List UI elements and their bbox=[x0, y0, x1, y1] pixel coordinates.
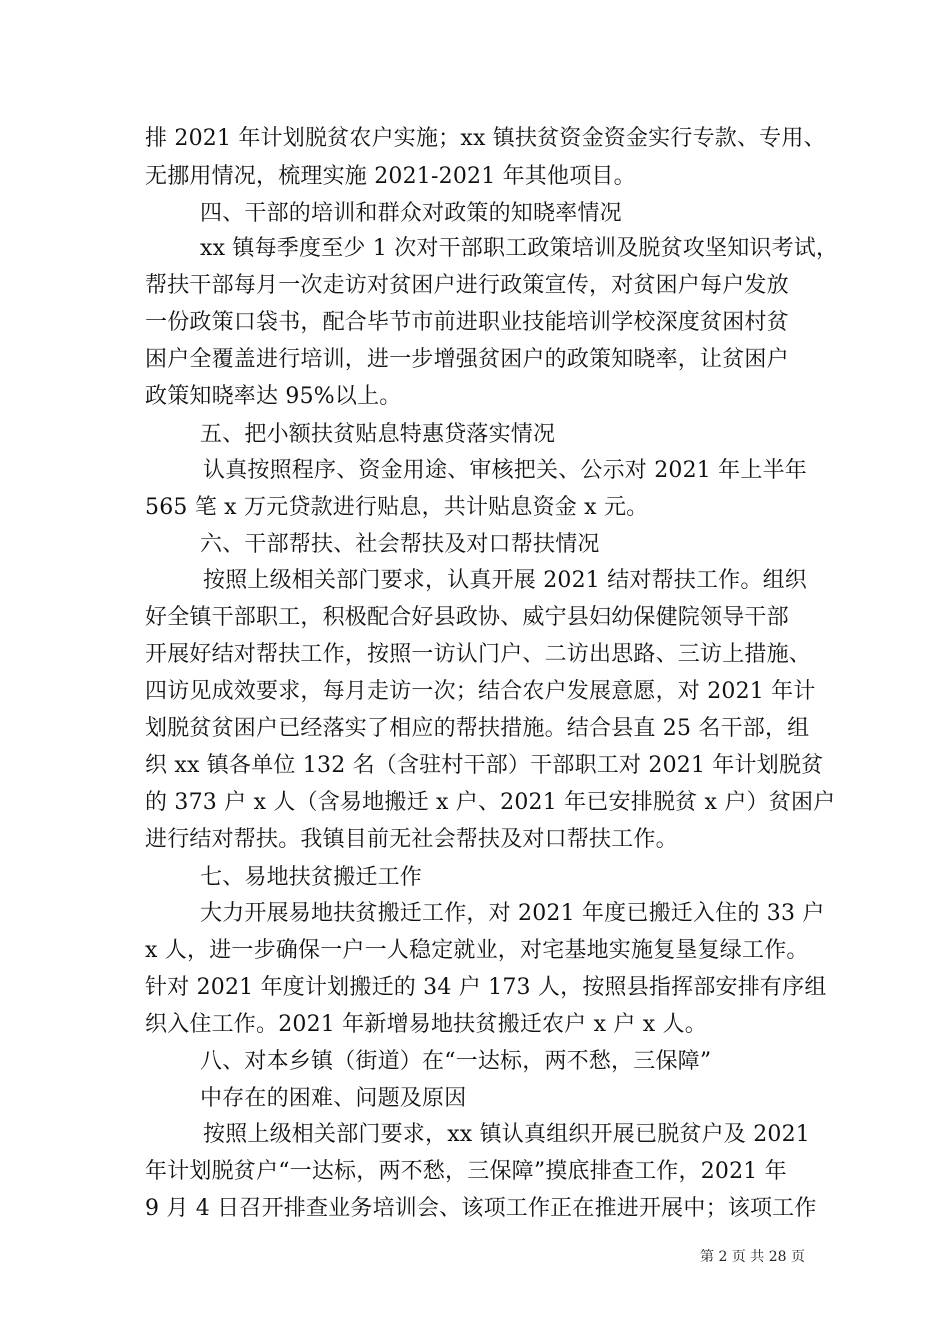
body-text-line: 开展好结对帮扶工作，按照一访认门户、二访出思路、三访上措施、 bbox=[145, 642, 812, 667]
body-text-line: 四访见成效要求，每月走访一次；结合农户发展意愿，对 2021 年计 bbox=[145, 679, 816, 704]
body-text-line: 的 373 户 x 人（含易地搬迁 x 户、2021 年已安排脱贫 x 户）贫困户 bbox=[145, 790, 836, 815]
body-text-line: 织 xx 镇各单位 132 名（含驻村干部）干部职工对 2021 年计划脱贫 bbox=[145, 753, 824, 778]
section-heading-8: 八、对本乡镇（街道）在“一达标，两不愁，三保障” bbox=[200, 1049, 712, 1074]
body-text-line: x 人，进一步确保一户一人稳定就业，对宅基地实施复垦复绿工作。 bbox=[145, 938, 809, 963]
body-text-line: 进行结对帮扶。我镇目前无社会帮扶及对口帮扶工作。 bbox=[145, 827, 678, 852]
paragraph-first-line: 按照上级相关部门要求，xx 镇认真组织开展已脱贫户及 2021 bbox=[203, 1122, 810, 1147]
body-text-line: 划脱贫贫困户已经落实了相应的帮扶措施。结合县直 25 名干部，组 bbox=[145, 716, 810, 741]
body-text-line: 565 笔 x 万元贷款进行贴息，共计贴息资金 x 元。 bbox=[145, 495, 649, 520]
body-text-line: 排 2021 年计划脱贫农户实施；xx 镇扶贫资金资金实行专款、专用、 bbox=[145, 126, 826, 151]
paragraph-first-line: 大力开展易地扶贫搬迁工作，对 2021 年度已搬迁入住的 33 户 bbox=[200, 901, 825, 926]
paragraph-first-line: 认真按照程序、资金用途、审核把关、公示对 2021 年上半年 bbox=[203, 458, 807, 483]
body-text-line: 困户全覆盖进行培训，进一步增强贫困户的政策知晓率，让贫困户 bbox=[145, 347, 789, 372]
body-text-line: 政策知晓率达 95%以上。 bbox=[145, 384, 402, 409]
section-heading-7: 七、易地扶贫搬迁工作 bbox=[200, 865, 423, 890]
page-number: 第 2 页 共 28 页 bbox=[700, 1249, 805, 1265]
section-heading-6: 六、干部帮扶、社会帮扶及对口帮扶情况 bbox=[200, 532, 600, 557]
body-text-line: 9 月 4 日召开排查业务培训会、该项工作正在推进开展中；该项工作 bbox=[145, 1196, 817, 1221]
section-heading-4: 四、干部的培训和群众对政策的知晓率情况 bbox=[200, 201, 622, 226]
body-text-line: 一份政策口袋书，配合毕节市前进职业技能培训学校深度贫困村贫 bbox=[145, 310, 789, 335]
body-text-line: 年计划脱贫户“一达标，两不愁，三保障”摸底排查工作，2021 年 bbox=[145, 1159, 787, 1184]
paragraph-first-line: 按照上级相关部门要求，认真开展 2021 结对帮扶工作。组织 bbox=[203, 568, 807, 593]
paragraph-first-line: xx 镇每季度至少 1 次对干部职工政策培训及脱贫攻坚知识考试， bbox=[200, 236, 839, 261]
section-heading-5: 五、把小额扶贫贴息特惠贷落实情况 bbox=[200, 422, 556, 447]
body-text-line: 好全镇干部职工，积极配合好县政协、威宁县妇幼保健院领导干部 bbox=[145, 605, 789, 630]
body-text-line: 帮扶干部每月一次走访对贫困户进行政策宣传，对贫困户每户发放 bbox=[145, 273, 789, 298]
body-text-line: 针对 2021 年度计划搬迁的 34 户 173 人，按照县指挥部安排有序组 bbox=[145, 975, 827, 1000]
section-heading-8-continued: 中存在的困难、问题及原因 bbox=[200, 1086, 467, 1111]
body-text-line: 织入住工作。2021 年新增易地扶贫搬迁农户 x 户 x 人。 bbox=[145, 1012, 707, 1037]
body-text-line: 无挪用情况，梳理实施 2021-2021 年其他项目。 bbox=[145, 164, 636, 189]
